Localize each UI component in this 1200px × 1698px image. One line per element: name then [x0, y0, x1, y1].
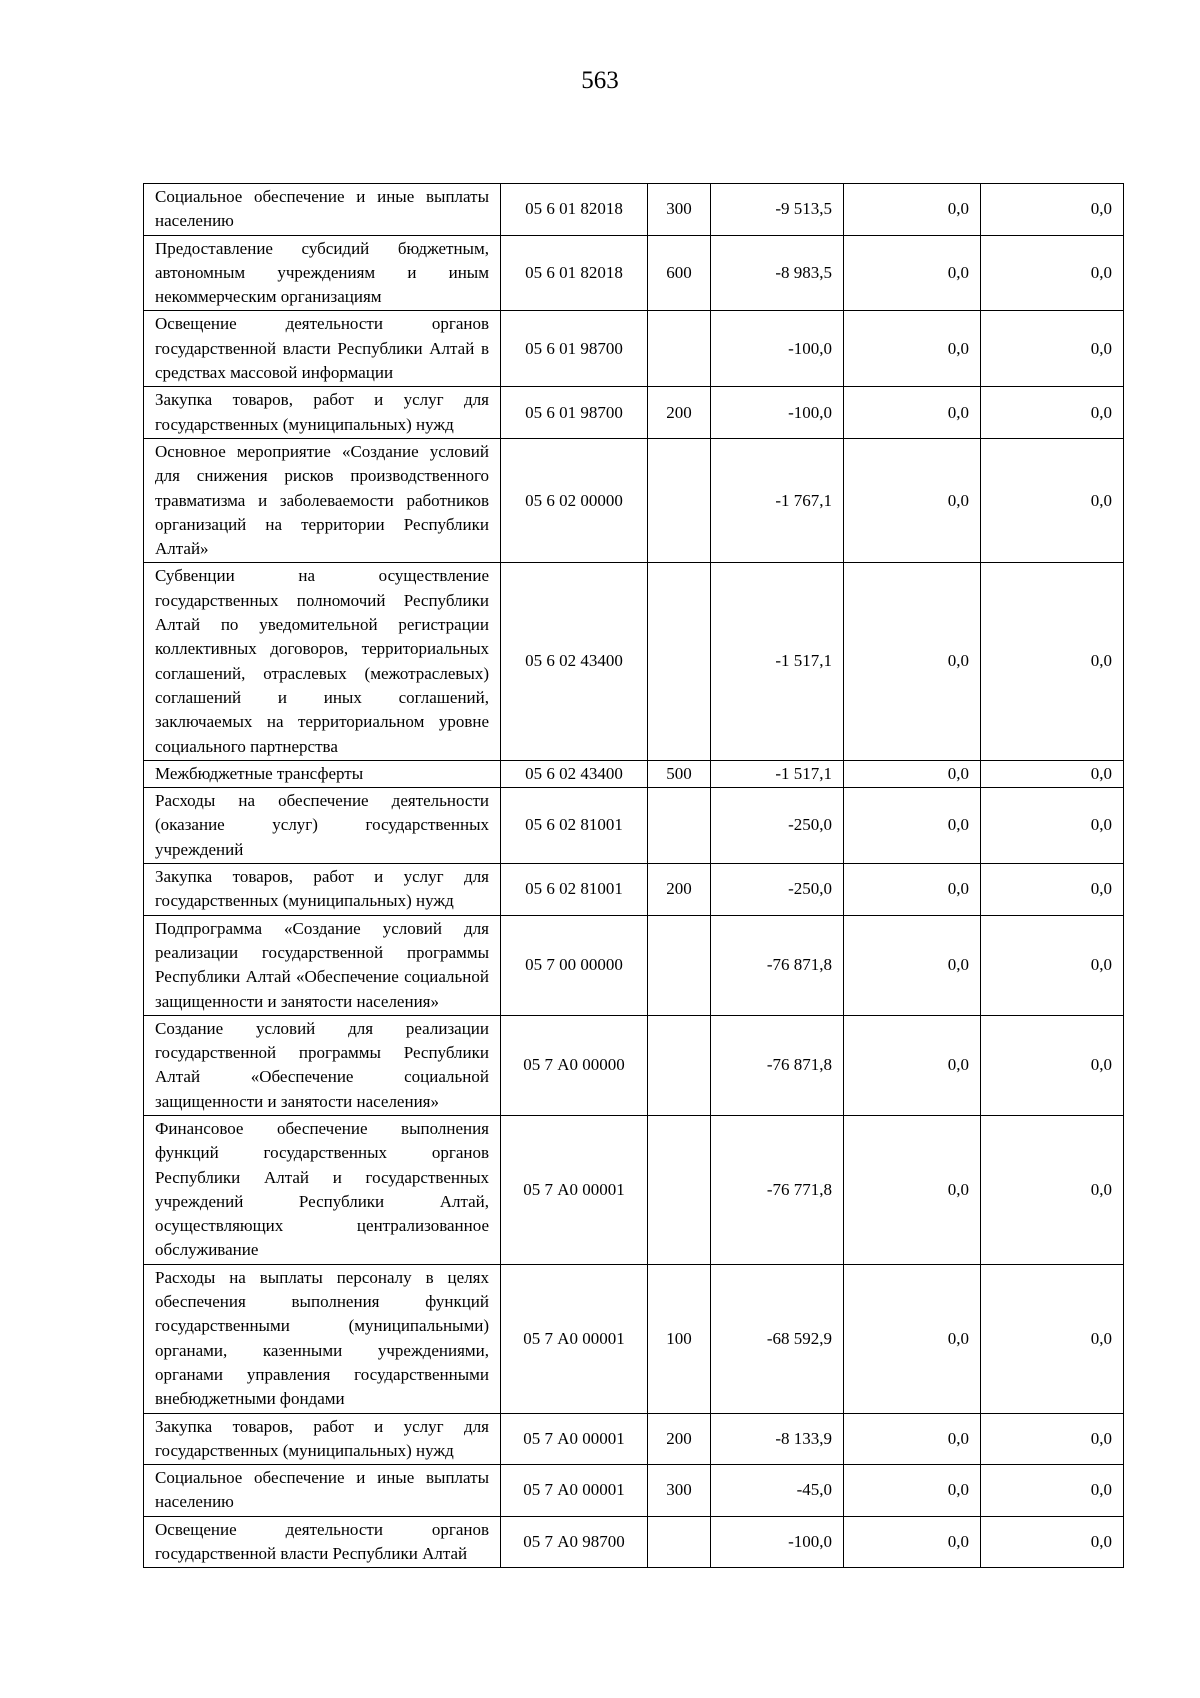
row-amount-3-cell: 0,0	[981, 864, 1124, 916]
row-amount-3-cell: 0,0	[981, 1516, 1124, 1568]
row-code-cell: 05 6 01 98700	[501, 311, 648, 387]
row-name-cell: Межбюджетные трансферты	[144, 760, 501, 787]
table-row	[144, 788, 1124, 864]
row-amount-2-cell: 0,0	[844, 760, 981, 787]
table-row	[144, 1264, 1124, 1413]
row-code-cell: 05 7 А0 00001	[501, 1115, 648, 1264]
table-row	[144, 1413, 1124, 1465]
row-amount-1-cell: -1 517,1	[711, 760, 844, 787]
row-amount-3-cell: 0,0	[981, 1015, 1124, 1115]
row-code-cell: 05 7 А0 00000	[501, 1015, 648, 1115]
row-name-cell: Социальное обеспечение и иные выплаты населению	[144, 1465, 501, 1517]
row-name-cell: Закупка товаров, работ и услуг для государственных (муниципальных) нужд	[144, 1413, 501, 1465]
row-amount-1-cell: -250,0	[711, 788, 844, 864]
page-number: 563	[581, 67, 619, 94]
row-code-cell: 05 6 02 43400	[501, 760, 648, 787]
row-amount-1-cell: -250,0	[711, 864, 844, 916]
table-row	[144, 1465, 1124, 1517]
row-expense-type-cell	[648, 788, 711, 864]
table-row	[144, 438, 1124, 562]
row-amount-1-cell: -8 983,5	[711, 235, 844, 311]
row-code-cell: 05 7 А0 98700	[501, 1516, 648, 1568]
row-amount-3-cell: 0,0	[981, 311, 1124, 387]
row-amount-2-cell: 0,0	[844, 1516, 981, 1568]
row-amount-2-cell: 0,0	[844, 184, 981, 236]
row-amount-2-cell: 0,0	[844, 438, 981, 562]
row-expense-type-cell: 200	[648, 387, 711, 439]
table-row	[144, 1015, 1124, 1115]
row-amount-3-cell: 0,0	[981, 184, 1124, 236]
row-expense-type-cell: 200	[648, 1413, 711, 1465]
row-amount-1-cell: -76 771,8	[711, 1115, 844, 1264]
row-name-cell: Основное мероприятие «Создание условий для снижения рисков производственного травматизма и заболеваемости работников организаций на территории Республики Алтай»	[144, 438, 501, 562]
row-amount-1-cell: -1 767,1	[711, 438, 844, 562]
budget-table	[143, 183, 1124, 1568]
row-expense-type-cell: 500	[648, 760, 711, 787]
row-name-cell: Подпрограмма «Создание условий для реализации государственной программы Республики Алтай «Обеспечение социальной защищенности и занятости населения»	[144, 915, 501, 1015]
row-amount-2-cell: 0,0	[844, 1413, 981, 1465]
table-row	[144, 1516, 1124, 1568]
row-amount-2-cell: 0,0	[844, 1264, 981, 1413]
row-code-cell: 05 6 02 00000	[501, 438, 648, 562]
row-name-cell: Освещение деятельности органов государственной власти Республики Алтай	[144, 1516, 501, 1568]
row-amount-3-cell: 0,0	[981, 788, 1124, 864]
row-name-cell: Закупка товаров, работ и услуг для государственных (муниципальных) нужд	[144, 387, 501, 439]
row-expense-type-cell: 600	[648, 235, 711, 311]
row-name-cell: Создание условий для реализации государственной программы Республики Алтай «Обеспечение социальной защищенности и занятости населения»	[144, 1015, 501, 1115]
row-amount-1-cell: -9 513,5	[711, 184, 844, 236]
row-name-cell: Социальное обеспечение и иные выплаты населению	[144, 184, 501, 236]
row-amount-2-cell: 0,0	[844, 311, 981, 387]
table-row	[144, 760, 1124, 787]
row-name-cell: Финансовое обеспечение выполнения функций государственных органов Республики Алтай и государственных учреждений Республики Алтай, осуществляющих централизованное обслуживание	[144, 1115, 501, 1264]
row-expense-type-cell: 100	[648, 1264, 711, 1413]
row-name-cell: Расходы на выплаты персоналу в целях обеспечения выполнения функций государственными (муниципальными) органами, казенными учреждениями, органами управления государственными внебюджетными фондами	[144, 1264, 501, 1413]
row-amount-2-cell: 0,0	[844, 563, 981, 760]
row-amount-1-cell: -100,0	[711, 1516, 844, 1568]
row-code-cell: 05 6 01 98700	[501, 387, 648, 439]
table-row	[144, 563, 1124, 760]
row-amount-3-cell: 0,0	[981, 1465, 1124, 1517]
row-amount-2-cell: 0,0	[844, 235, 981, 311]
row-amount-3-cell: 0,0	[981, 915, 1124, 1015]
row-amount-2-cell: 0,0	[844, 864, 981, 916]
row-code-cell: 05 7 А0 00001	[501, 1465, 648, 1517]
row-code-cell: 05 7 А0 00001	[501, 1264, 648, 1413]
row-expense-type-cell	[648, 1015, 711, 1115]
row-expense-type-cell	[648, 915, 711, 1015]
row-name-cell: Субвенции на осуществление государственных полномочий Республики Алтай по уведомительной регистрации коллективных договоров, территориальных соглашений, отраслевых (межотраслевых) соглашений и иных соглашений, заключаемых на территориальном уровне социального партнерства	[144, 563, 501, 760]
row-amount-3-cell: 0,0	[981, 563, 1124, 760]
table-row	[144, 1115, 1124, 1264]
row-amount-3-cell: 0,0	[981, 387, 1124, 439]
row-amount-1-cell: -45,0	[711, 1465, 844, 1517]
table-row	[144, 387, 1124, 439]
row-amount-3-cell: 0,0	[981, 438, 1124, 562]
row-amount-1-cell: -68 592,9	[711, 1264, 844, 1413]
row-code-cell: 05 6 02 81001	[501, 788, 648, 864]
row-name-cell: Расходы на обеспечение деятельности (оказание услуг) государственных учреждений	[144, 788, 501, 864]
row-amount-1-cell: -100,0	[711, 311, 844, 387]
row-expense-type-cell	[648, 1115, 711, 1264]
row-amount-1-cell: -100,0	[711, 387, 844, 439]
row-code-cell: 05 7 А0 00001	[501, 1413, 648, 1465]
row-expense-type-cell	[648, 311, 711, 387]
row-code-cell: 05 6 01 82018	[501, 184, 648, 236]
table-row	[144, 235, 1124, 311]
row-expense-type-cell	[648, 438, 711, 562]
row-amount-2-cell: 0,0	[844, 1465, 981, 1517]
budget-table-body	[144, 184, 1124, 1568]
row-code-cell: 05 6 01 82018	[501, 235, 648, 311]
row-expense-type-cell	[648, 563, 711, 760]
row-expense-type-cell: 200	[648, 864, 711, 916]
row-amount-3-cell: 0,0	[981, 1115, 1124, 1264]
row-code-cell: 05 6 02 81001	[501, 864, 648, 916]
table-row	[144, 864, 1124, 916]
row-amount-1-cell: -8 133,9	[711, 1413, 844, 1465]
row-expense-type-cell	[648, 1516, 711, 1568]
table-row	[144, 184, 1124, 236]
row-amount-2-cell: 0,0	[844, 788, 981, 864]
row-amount-3-cell: 0,0	[981, 235, 1124, 311]
table-row	[144, 311, 1124, 387]
row-amount-2-cell: 0,0	[844, 915, 981, 1015]
table-row	[144, 915, 1124, 1015]
row-amount-2-cell: 0,0	[844, 1115, 981, 1264]
row-code-cell: 05 7 00 00000	[501, 915, 648, 1015]
row-amount-3-cell: 0,0	[981, 1264, 1124, 1413]
row-name-cell: Закупка товаров, работ и услуг для государственных (муниципальных) нужд	[144, 864, 501, 916]
row-amount-1-cell: -76 871,8	[711, 915, 844, 1015]
row-amount-3-cell: 0,0	[981, 760, 1124, 787]
row-amount-1-cell: -76 871,8	[711, 1015, 844, 1115]
row-expense-type-cell: 300	[648, 184, 711, 236]
row-amount-2-cell: 0,0	[844, 387, 981, 439]
row-amount-3-cell: 0,0	[981, 1413, 1124, 1465]
row-amount-2-cell: 0,0	[844, 1015, 981, 1115]
row-amount-1-cell: -1 517,1	[711, 563, 844, 760]
row-name-cell: Предоставление субсидий бюджетным, автономным учреждениям и иным некоммерческим организациям	[144, 235, 501, 311]
row-code-cell: 05 6 02 43400	[501, 563, 648, 760]
row-name-cell: Освещение деятельности органов государственной власти Республики Алтай в средствах массовой информации	[144, 311, 501, 387]
row-expense-type-cell: 300	[648, 1465, 711, 1517]
